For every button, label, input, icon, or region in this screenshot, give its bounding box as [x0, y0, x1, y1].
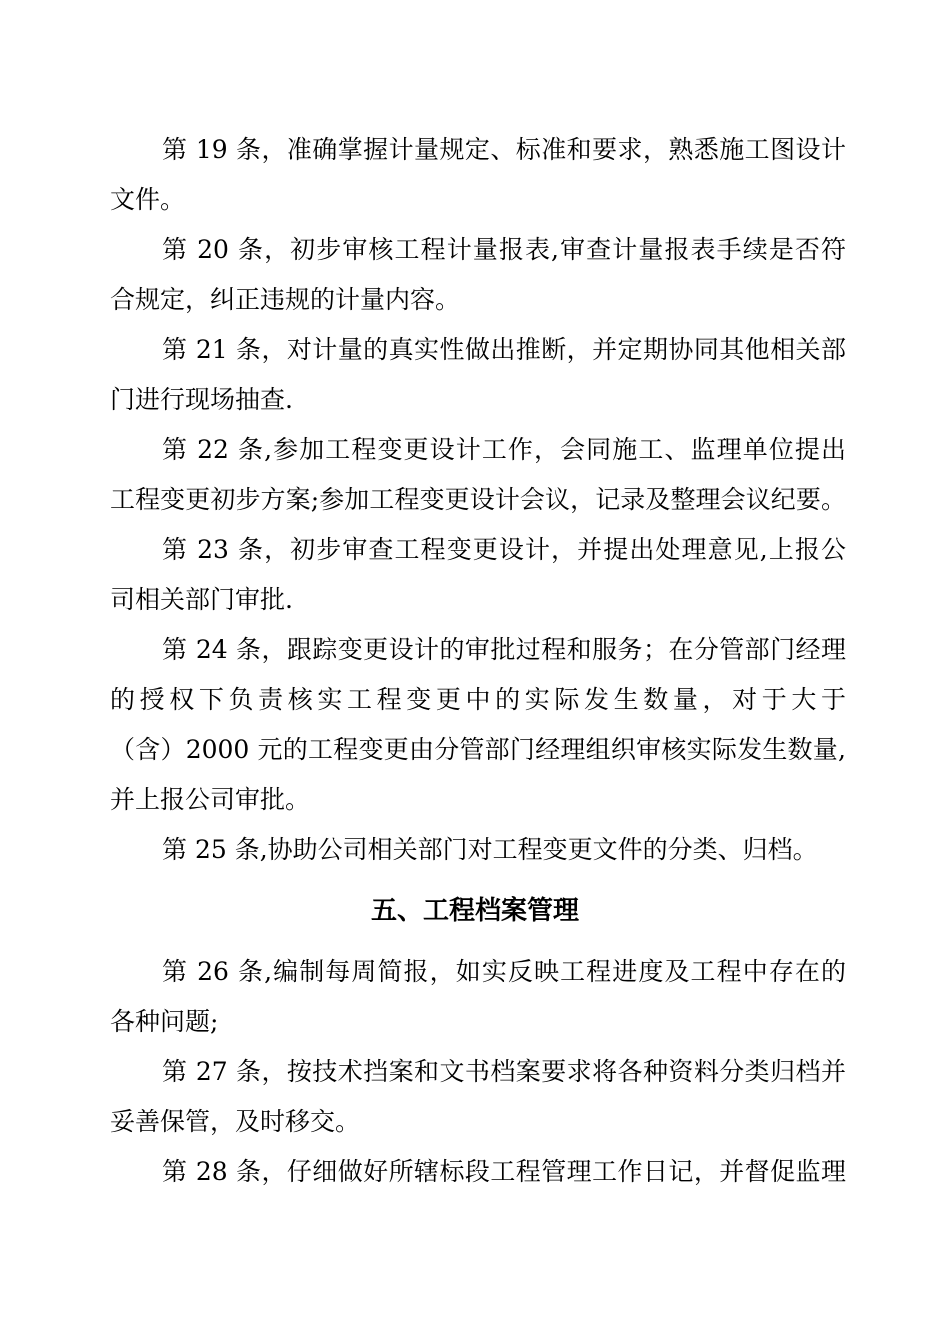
article-19-line-2: 文件。 [110, 185, 186, 214]
article-23-line-2: 司相关部门审批. [110, 585, 293, 614]
article-25-line-1: 第 25 条,协助公司相关部门对工程变更文件的分类、归档。 [162, 835, 818, 864]
article-27-line-1: 第 27 条，按技术挡案和文书档案要求将各种资料分类归档并 [162, 1057, 846, 1086]
article-24-line-3: （含）2000 元的工程变更由分管部门经理组织审核实际发生数量, [110, 735, 846, 764]
article-19-line-1: 第 19 条，准确掌握计量规定、标准和要求，熟悉施工图设计 [162, 135, 846, 164]
article-21-line-2: 门进行现场抽查. [110, 385, 293, 414]
section-heading: 五、工程档案管理 [370, 896, 579, 926]
article-20-line-2: 合规定，纠正违规的计量内容。 [110, 285, 461, 314]
article-24-line-4: 并上报公司审批。 [110, 785, 311, 814]
article-23-line-1: 第 23 条，初步审查工程变更设计，并提出处理意见,上报公 [162, 535, 846, 564]
article-27-line-2: 妥善保管，及时移交。 [110, 1107, 361, 1136]
article-22-line-1: 第 22 条,参加工程变更设计工作，会同施工、监理单位提出 [162, 435, 846, 464]
article-26-line-2: 各种问题; [110, 1007, 219, 1036]
article-22-line-2: 工程变更初步方案;参加工程变更设计会议，记录及整理会议纪要。 [110, 485, 846, 514]
article-24-line-1: 第 24 条，跟踪变更设计的审批过程和服务；在分管部门经理 [162, 635, 846, 664]
article-26-line-1: 第 26 条,编制每周简报，如实反映工程进度及工程中存在的 [162, 957, 846, 986]
article-24-line-2: 的授权下负责核实工程变更中的实际发生数量，对于大于 [110, 685, 846, 714]
article-28-line-1: 第 28 条，仔细做好所辖标段工程管理工作日记，并督促监理 [162, 1157, 846, 1186]
article-20-line-1: 第 20 条，初步审核工程计量报表,审查计量报表手续是否符 [162, 235, 846, 264]
article-21-line-1: 第 21 条，对计量的真实性做出推断，并定期协同其他相关部 [162, 335, 846, 364]
